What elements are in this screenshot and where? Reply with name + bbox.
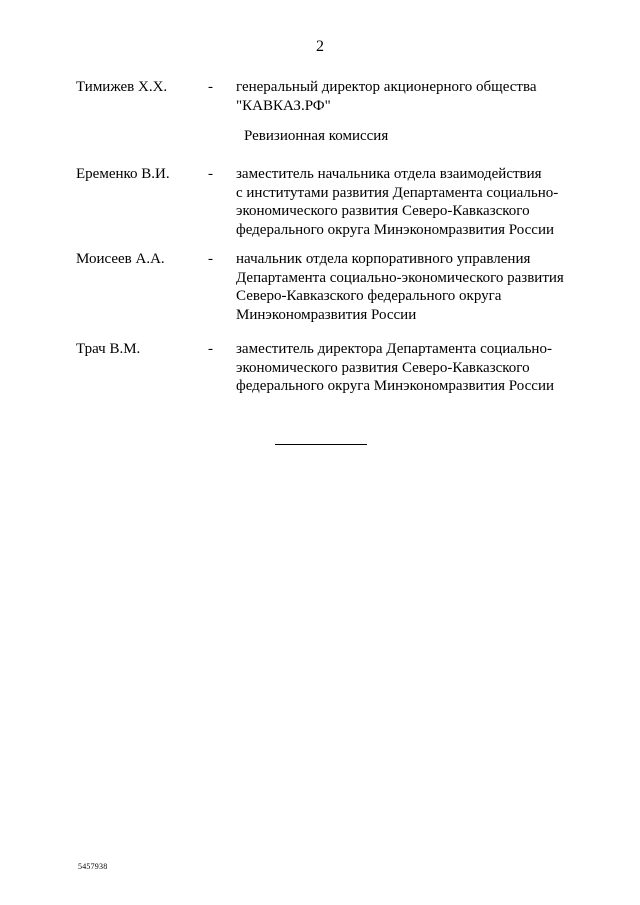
position-line: с институтами развития Департамента социально- (236, 184, 559, 201)
document-code: 5457938 (78, 862, 108, 871)
position-line: федерального округа Минэкономразвития России (236, 378, 555, 394)
member-position (236, 165, 596, 239)
position-line: Департамента социально-экономического развития (236, 269, 564, 286)
position-line: федерального округа Минэкономразвития России (236, 221, 555, 238)
position-line: начальник отдела корпоративного управления (236, 251, 531, 267)
member-position (236, 250, 596, 324)
dash-separator: - (208, 251, 213, 267)
position-line: Минэкономразвития России (236, 306, 417, 323)
member-position (236, 340, 596, 396)
member-name: Моисеев А.А. (76, 251, 165, 267)
member-name: Тимижев Х.Х. (76, 79, 168, 95)
member-name: Трач В.М. (76, 341, 141, 357)
end-separator-line (275, 444, 367, 445)
position-line: Северо-Кавказского федерального округа (236, 288, 502, 304)
dash-separator: - (208, 341, 213, 357)
dash-separator: - (208, 79, 213, 95)
position-line: заместитель директора Департамента социально- (236, 341, 552, 357)
page-number: 2 (316, 38, 324, 55)
section-heading: Ревизионная комиссия (244, 128, 389, 144)
position-line: генеральный директор акционерного общества (236, 79, 537, 95)
member-position (236, 78, 596, 115)
position-line: "КАВКАЗ.РФ" (236, 97, 331, 114)
member-name: Еременко В.И. (76, 166, 170, 182)
position-line: экономического развития Северо-Кавказского (236, 359, 530, 376)
position-line: заместитель начальника отдела взаимодействия (236, 166, 542, 182)
position-line: экономического развития Северо-Кавказского (236, 203, 530, 219)
dash-separator: - (208, 166, 213, 182)
